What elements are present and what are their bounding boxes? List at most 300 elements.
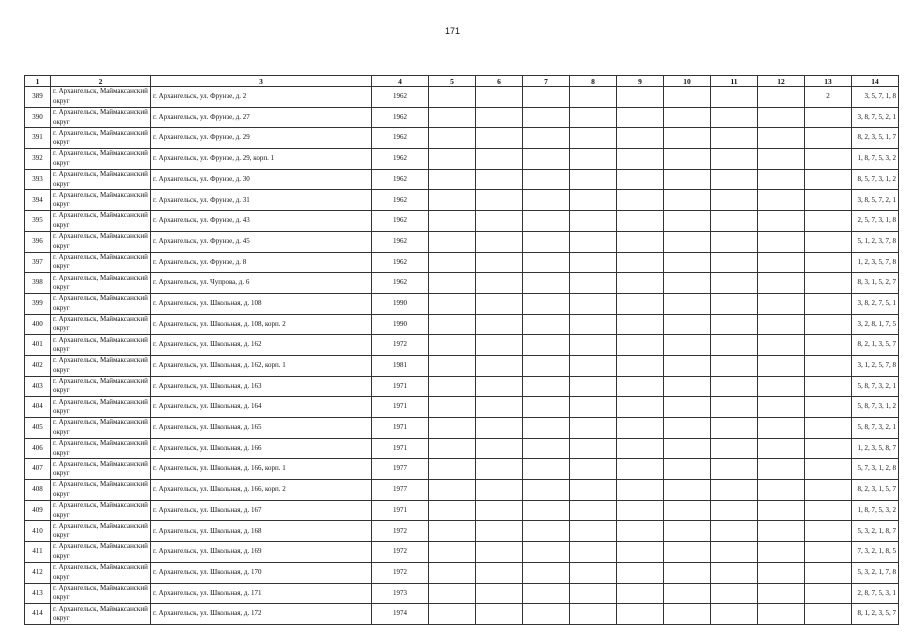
column-7-cell: [523, 418, 570, 439]
column-5-cell: [429, 211, 476, 232]
address-cell: г. Архангельск, ул. Школьная, д. 166, корп. 2: [151, 480, 372, 501]
column-12-cell: [758, 293, 805, 314]
table-row: [25, 459, 899, 480]
column-8-cell: [570, 438, 617, 459]
column-13-cell: [805, 335, 852, 356]
year-cell: 1962: [372, 107, 429, 128]
column-12-cell: [758, 604, 805, 625]
column-10-cell: [664, 149, 711, 170]
column-9-cell: [617, 107, 664, 128]
year-cell: 1981: [372, 355, 429, 376]
column-header-7: 7: [523, 76, 570, 87]
column-8-cell: [570, 604, 617, 625]
column-11-cell: [711, 562, 758, 583]
column-7-cell: [523, 542, 570, 563]
column-14-cell: 8, 2, 3, 1, 5, 7: [852, 480, 899, 501]
table-row: [25, 397, 899, 418]
column-13-cell: [805, 480, 852, 501]
column-8-cell: [570, 87, 617, 108]
table-row: [25, 211, 899, 232]
column-10-cell: [664, 542, 711, 563]
column-13-cell: 2: [805, 87, 852, 108]
table-row: [25, 293, 899, 314]
column-12-cell: [758, 169, 805, 190]
column-8-cell: [570, 459, 617, 480]
year-cell: 1974: [372, 604, 429, 625]
column-13-cell: [805, 149, 852, 170]
column-6-cell: [476, 355, 523, 376]
address-cell: г. Архангельск, ул. Школьная, д. 168: [151, 521, 372, 542]
column-12-cell: [758, 128, 805, 149]
column-6-cell: [476, 459, 523, 480]
column-11-cell: [711, 500, 758, 521]
column-11-cell: [711, 149, 758, 170]
row-number-cell: 411: [25, 542, 51, 563]
column-12-cell: [758, 459, 805, 480]
column-7-cell: [523, 169, 570, 190]
column-10-cell: [664, 252, 711, 273]
column-10-cell: [664, 211, 711, 232]
column-11-cell: [711, 87, 758, 108]
column-5-cell: [429, 355, 476, 376]
column-5-cell: [429, 583, 476, 604]
column-13-cell: [805, 604, 852, 625]
table-row: [25, 604, 899, 625]
column-14-cell: 3, 8, 5, 7, 2, 1: [852, 190, 899, 211]
column-header-5: 5: [429, 76, 476, 87]
column-10-cell: [664, 169, 711, 190]
column-8-cell: [570, 562, 617, 583]
column-6-cell: [476, 562, 523, 583]
column-7-cell: [523, 459, 570, 480]
column-9-cell: [617, 459, 664, 480]
table-row: [25, 335, 899, 356]
row-number-cell: 403: [25, 376, 51, 397]
table-body: [25, 87, 899, 625]
column-7-cell: [523, 252, 570, 273]
year-cell: 1977: [372, 459, 429, 480]
column-11-cell: [711, 211, 758, 232]
column-11-cell: [711, 480, 758, 501]
column-14-cell: 7, 3, 2, 1, 8, 5: [852, 542, 899, 563]
column-header-2: 2: [51, 76, 151, 87]
column-10-cell: [664, 521, 711, 542]
column-11-cell: [711, 418, 758, 439]
year-cell: 1962: [372, 190, 429, 211]
column-13-cell: [805, 231, 852, 252]
district-cell: г. Архангельск, Маймаксанский округ: [51, 87, 151, 108]
column-header-9: 9: [617, 76, 664, 87]
district-cell: г. Архангельск, Маймаксанский округ: [51, 500, 151, 521]
column-6-cell: [476, 583, 523, 604]
column-8-cell: [570, 149, 617, 170]
column-10-cell: [664, 128, 711, 149]
column-9-cell: [617, 252, 664, 273]
column-14-cell: 5, 7, 3, 1, 2, 8: [852, 459, 899, 480]
column-6-cell: [476, 87, 523, 108]
column-8-cell: [570, 107, 617, 128]
row-number-cell: 397: [25, 252, 51, 273]
column-5-cell: [429, 128, 476, 149]
row-number-cell: 407: [25, 459, 51, 480]
column-11-cell: [711, 376, 758, 397]
year-cell: 1990: [372, 314, 429, 335]
column-9-cell: [617, 273, 664, 294]
row-number-cell: 392: [25, 149, 51, 170]
column-5-cell: [429, 190, 476, 211]
column-10-cell: [664, 314, 711, 335]
column-13-cell: [805, 273, 852, 294]
year-cell: 1962: [372, 252, 429, 273]
address-cell: г. Архангельск, ул. Школьная, д. 162: [151, 335, 372, 356]
year-cell: 1962: [372, 128, 429, 149]
row-number-cell: 394: [25, 190, 51, 211]
column-10-cell: [664, 87, 711, 108]
address-cell: г. Архангельск, ул. Школьная, д. 169: [151, 542, 372, 563]
column-8-cell: [570, 211, 617, 232]
column-6-cell: [476, 335, 523, 356]
table-row: [25, 418, 899, 439]
column-11-cell: [711, 252, 758, 273]
column-10-cell: [664, 293, 711, 314]
address-cell: г. Архангельск, ул. Фрунзе, д. 43: [151, 211, 372, 232]
column-12-cell: [758, 418, 805, 439]
column-5-cell: [429, 293, 476, 314]
column-7-cell: [523, 273, 570, 294]
column-9-cell: [617, 149, 664, 170]
column-header-4: 4: [372, 76, 429, 87]
column-14-cell: 3, 2, 8, 1, 7, 5: [852, 314, 899, 335]
column-5-cell: [429, 542, 476, 563]
column-11-cell: [711, 273, 758, 294]
column-7-cell: [523, 87, 570, 108]
column-8-cell: [570, 231, 617, 252]
year-cell: 1990: [372, 293, 429, 314]
address-cell: г. Архангельск, ул. Фрунзе, д. 27: [151, 107, 372, 128]
district-cell: г. Архангельск, Маймаксанский округ: [51, 293, 151, 314]
column-9-cell: [617, 169, 664, 190]
row-number-cell: 413: [25, 583, 51, 604]
column-5-cell: [429, 397, 476, 418]
column-13-cell: [805, 252, 852, 273]
column-13-cell: [805, 293, 852, 314]
district-cell: г. Архангельск, Маймаксанский округ: [51, 397, 151, 418]
column-9-cell: [617, 231, 664, 252]
column-6-cell: [476, 397, 523, 418]
column-12-cell: [758, 107, 805, 128]
year-cell: 1962: [372, 169, 429, 190]
table-row: [25, 500, 899, 521]
column-10-cell: [664, 438, 711, 459]
year-cell: 1962: [372, 149, 429, 170]
column-7-cell: [523, 438, 570, 459]
table-row: [25, 128, 899, 149]
column-11-cell: [711, 335, 758, 356]
column-6-cell: [476, 252, 523, 273]
column-9-cell: [617, 128, 664, 149]
column-11-cell: [711, 604, 758, 625]
housing-registry-table: [24, 75, 899, 625]
year-cell: 1971: [372, 500, 429, 521]
column-9-cell: [617, 521, 664, 542]
year-cell: 1962: [372, 231, 429, 252]
column-7-cell: [523, 500, 570, 521]
column-11-cell: [711, 314, 758, 335]
table-row: [25, 521, 899, 542]
column-11-cell: [711, 190, 758, 211]
year-cell: 1962: [372, 211, 429, 232]
column-10-cell: [664, 335, 711, 356]
column-8-cell: [570, 418, 617, 439]
year-cell: 1972: [372, 562, 429, 583]
column-8-cell: [570, 335, 617, 356]
column-8-cell: [570, 273, 617, 294]
address-cell: г. Архангельск, ул. Фрунзе, д. 29, корп. 1: [151, 149, 372, 170]
column-9-cell: [617, 418, 664, 439]
column-13-cell: [805, 418, 852, 439]
column-11-cell: [711, 355, 758, 376]
row-number-cell: 409: [25, 500, 51, 521]
column-8-cell: [570, 376, 617, 397]
column-11-cell: [711, 542, 758, 563]
column-12-cell: [758, 542, 805, 563]
column-10-cell: [664, 231, 711, 252]
column-10-cell: [664, 190, 711, 211]
column-12-cell: [758, 397, 805, 418]
column-9-cell: [617, 542, 664, 563]
column-9-cell: [617, 583, 664, 604]
column-8-cell: [570, 480, 617, 501]
column-14-cell: 3, 5, 7, 1, 8: [852, 87, 899, 108]
column-7-cell: [523, 149, 570, 170]
address-cell: г. Архангельск, ул. Школьная, д. 108: [151, 293, 372, 314]
column-10-cell: [664, 397, 711, 418]
column-12-cell: [758, 314, 805, 335]
address-cell: г. Архангельск, ул. Школьная, д. 170: [151, 562, 372, 583]
column-9-cell: [617, 604, 664, 625]
column-13-cell: [805, 169, 852, 190]
column-13-cell: [805, 107, 852, 128]
table-row: [25, 169, 899, 190]
column-5-cell: [429, 604, 476, 625]
column-13-cell: [805, 397, 852, 418]
district-cell: г. Архангельск, Маймаксанский округ: [51, 438, 151, 459]
column-5-cell: [429, 231, 476, 252]
row-number-cell: 396: [25, 231, 51, 252]
district-cell: г. Архангельск, Маймаксанский округ: [51, 355, 151, 376]
column-6-cell: [476, 128, 523, 149]
column-6-cell: [476, 604, 523, 625]
column-10-cell: [664, 583, 711, 604]
district-cell: г. Архангельск, Маймаксанский округ: [51, 107, 151, 128]
column-12-cell: [758, 231, 805, 252]
district-cell: г. Архангельск, Маймаксанский округ: [51, 418, 151, 439]
column-11-cell: [711, 169, 758, 190]
column-9-cell: [617, 190, 664, 211]
district-cell: г. Архангельск, Маймаксанский округ: [51, 273, 151, 294]
column-6-cell: [476, 376, 523, 397]
column-14-cell: 5, 3, 2, 1, 7, 8: [852, 562, 899, 583]
column-12-cell: [758, 273, 805, 294]
column-10-cell: [664, 418, 711, 439]
year-cell: 1972: [372, 335, 429, 356]
column-5-cell: [429, 376, 476, 397]
table-row: [25, 231, 899, 252]
year-cell: 1973: [372, 583, 429, 604]
column-6-cell: [476, 438, 523, 459]
district-cell: г. Архангельск, Маймаксанский округ: [51, 335, 151, 356]
row-number-cell: 400: [25, 314, 51, 335]
column-14-cell: 8, 5, 7, 3, 1, 2: [852, 169, 899, 190]
column-8-cell: [570, 169, 617, 190]
column-14-cell: 8, 1, 2, 3, 5, 7: [852, 604, 899, 625]
table-row: [25, 438, 899, 459]
column-7-cell: [523, 231, 570, 252]
column-7-cell: [523, 562, 570, 583]
year-cell: 1962: [372, 87, 429, 108]
table-row: [25, 107, 899, 128]
address-cell: г. Архангельск, ул. Фрунзе, д. 45: [151, 231, 372, 252]
column-10-cell: [664, 459, 711, 480]
column-6-cell: [476, 314, 523, 335]
column-11-cell: [711, 521, 758, 542]
column-13-cell: [805, 562, 852, 583]
column-10-cell: [664, 376, 711, 397]
column-8-cell: [570, 583, 617, 604]
table-row: [25, 583, 899, 604]
row-number-cell: 402: [25, 355, 51, 376]
column-7-cell: [523, 293, 570, 314]
address-cell: г. Архангельск, ул. Школьная, д. 166, корп. 1: [151, 459, 372, 480]
year-cell: 1972: [372, 542, 429, 563]
column-6-cell: [476, 521, 523, 542]
column-7-cell: [523, 190, 570, 211]
district-cell: г. Архангельск, Маймаксанский округ: [51, 211, 151, 232]
column-10-cell: [664, 604, 711, 625]
column-12-cell: [758, 480, 805, 501]
district-cell: г. Архангельск, Маймаксанский округ: [51, 480, 151, 501]
column-13-cell: [805, 128, 852, 149]
row-number-cell: 390: [25, 107, 51, 128]
column-8-cell: [570, 397, 617, 418]
column-13-cell: [805, 438, 852, 459]
column-14-cell: 5, 8, 7, 3, 1, 2: [852, 397, 899, 418]
column-header-11: 11: [711, 76, 758, 87]
column-14-cell: 5, 8, 7, 3, 2, 1: [852, 418, 899, 439]
column-6-cell: [476, 149, 523, 170]
column-8-cell: [570, 252, 617, 273]
row-number-cell: 393: [25, 169, 51, 190]
address-cell: г. Архангельск, ул. Школьная, д. 108, корп. 2: [151, 314, 372, 335]
column-11-cell: [711, 293, 758, 314]
table-row: [25, 273, 899, 294]
district-cell: г. Архангельск, Маймаксанский округ: [51, 604, 151, 625]
column-13-cell: [805, 459, 852, 480]
column-12-cell: [758, 562, 805, 583]
column-9-cell: [617, 314, 664, 335]
address-cell: г. Архангельск, ул. Школьная, д. 165: [151, 418, 372, 439]
table-row: [25, 87, 899, 108]
column-6-cell: [476, 418, 523, 439]
table-row: [25, 252, 899, 273]
column-7-cell: [523, 521, 570, 542]
column-6-cell: [476, 190, 523, 211]
column-5-cell: [429, 87, 476, 108]
column-header-6: 6: [476, 76, 523, 87]
column-8-cell: [570, 521, 617, 542]
column-14-cell: 3, 8, 2, 7, 5, 1: [852, 293, 899, 314]
column-10-cell: [664, 107, 711, 128]
column-9-cell: [617, 293, 664, 314]
year-cell: 1971: [372, 376, 429, 397]
column-9-cell: [617, 211, 664, 232]
column-6-cell: [476, 293, 523, 314]
district-cell: г. Архангельск, Маймаксанский округ: [51, 314, 151, 335]
column-12-cell: [758, 190, 805, 211]
column-11-cell: [711, 459, 758, 480]
district-cell: г. Архангельск, Маймаксанский округ: [51, 459, 151, 480]
column-7-cell: [523, 376, 570, 397]
column-7-cell: [523, 583, 570, 604]
column-14-cell: 8, 2, 3, 5, 1, 7: [852, 128, 899, 149]
column-6-cell: [476, 542, 523, 563]
column-6-cell: [476, 480, 523, 501]
district-cell: г. Архангельск, Маймаксанский округ: [51, 562, 151, 583]
column-5-cell: [429, 252, 476, 273]
district-cell: г. Архангельск, Маймаксанский округ: [51, 583, 151, 604]
column-6-cell: [476, 231, 523, 252]
column-14-cell: 5, 1, 2, 3, 7, 8: [852, 231, 899, 252]
table-row: [25, 376, 899, 397]
column-5-cell: [429, 562, 476, 583]
column-12-cell: [758, 355, 805, 376]
address-cell: г. Архангельск, ул. Школьная, д. 172: [151, 604, 372, 625]
column-header-10: 10: [664, 76, 711, 87]
column-12-cell: [758, 211, 805, 232]
column-12-cell: [758, 335, 805, 356]
column-9-cell: [617, 480, 664, 501]
page-number: 171: [444, 26, 461, 36]
column-header-1: 1: [25, 76, 51, 87]
column-5-cell: [429, 459, 476, 480]
address-cell: г. Архангельск, ул. Школьная, д. 164: [151, 397, 372, 418]
table-header-row: [25, 76, 899, 87]
column-7-cell: [523, 211, 570, 232]
column-13-cell: [805, 355, 852, 376]
column-14-cell: 1, 2, 3, 5, 7, 8: [852, 252, 899, 273]
column-13-cell: [805, 542, 852, 563]
column-14-cell: 8, 2, 1, 3, 5, 7: [852, 335, 899, 356]
column-12-cell: [758, 583, 805, 604]
column-10-cell: [664, 355, 711, 376]
address-cell: г. Архангельск, ул. Чупрова, д. 6: [151, 273, 372, 294]
column-5-cell: [429, 418, 476, 439]
column-14-cell: 2, 5, 7, 3, 1, 8: [852, 211, 899, 232]
column-11-cell: [711, 397, 758, 418]
column-14-cell: 1, 8, 7, 5, 3, 2: [852, 149, 899, 170]
district-cell: г. Архангельск, Маймаксанский округ: [51, 521, 151, 542]
district-cell: г. Архангельск, Маймаксанский округ: [51, 252, 151, 273]
column-5-cell: [429, 480, 476, 501]
column-14-cell: 3, 8, 7, 5, 2, 1: [852, 107, 899, 128]
table-row: [25, 480, 899, 501]
column-8-cell: [570, 355, 617, 376]
column-5-cell: [429, 521, 476, 542]
row-number-cell: 414: [25, 604, 51, 625]
row-number-cell: 391: [25, 128, 51, 149]
column-13-cell: [805, 376, 852, 397]
column-9-cell: [617, 355, 664, 376]
